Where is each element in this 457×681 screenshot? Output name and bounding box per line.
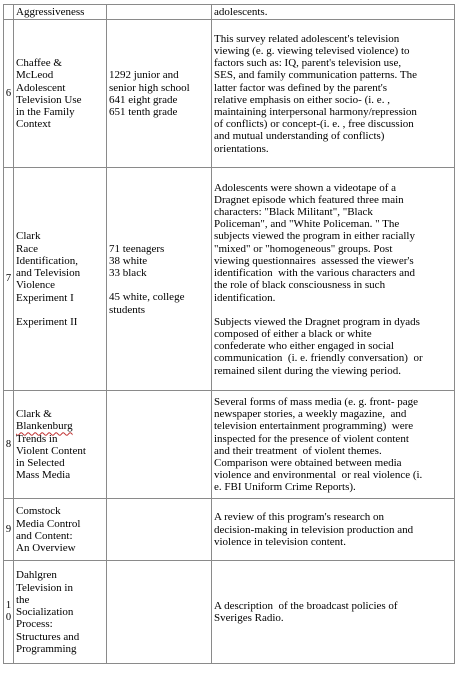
- description-cell: A review of this program's research on decision-making in television production and violence in television content.: [212, 499, 455, 561]
- row-number: 10: [4, 561, 14, 664]
- sample-cell: [107, 561, 212, 664]
- study-title: Aggressiveness: [14, 5, 107, 20]
- description-cell: A description of the broadcast policies of Sveriges Radio.: [212, 561, 455, 664]
- table-row: [4, 391, 455, 499]
- description-cell: adolescents.: [212, 5, 455, 20]
- table-row: [4, 561, 455, 664]
- table-row: [4, 499, 455, 561]
- table-row: [4, 168, 455, 391]
- row-number: [4, 5, 14, 20]
- study-title: Clark Race Identification, and Television Violence Experiment I Experiment II: [14, 168, 107, 391]
- sample-cell: 1292 junior and senior high school 641 eight grade 651 tenth grade: [107, 20, 212, 168]
- sample-cell: 71 teenagers 38 white 33 black 45 white, college students: [107, 168, 212, 391]
- table-row: [4, 5, 455, 20]
- row-number: 8: [4, 391, 14, 499]
- sample-cell: [107, 5, 212, 20]
- table-row: [4, 20, 455, 168]
- sample-cell: [107, 391, 212, 499]
- study-title: Chaffee & McLeod Adolescent Television Use in the Family Context: [14, 20, 107, 168]
- study-title: Comstock Media Control and Content: An Overview: [14, 499, 107, 561]
- description-cell: Several forms of mass media (e. g. front- page newspaper stories, a weekly magazine, and television entertainment programming) were inspected for the presence of violent content and their treatment of violent themes. Comparison were obtained between media violence and environmental or real violence (i. e. FBI Uniform Crime Reports).: [212, 391, 455, 499]
- description-cell: This survey related adolescent's television viewing (e. g. viewing televised violence) to factors such as: IQ, parent's television use, SES, and family communication patterns. The latter factor was defined by the parent's relative emphasis on either socio- (i. e. , maintaining interpersonal harmony/repression of conflicts) or concept-(i. e. , free discussion and mutual understanding of conflicts) orientations.: [212, 20, 455, 168]
- sample-cell: [107, 499, 212, 561]
- description-cell: Adolescents were shown a videotape of a Dragnet episode which featured three main characters: "Black Militant", "Black Policeman", and "White Policeman. " The subjects viewed the program in either racially "mixed" or "homogeneous" groups. Post viewing questionnaires assessed the viewer's identification with the various characters and the role of black consciousness in such identification. Subjects viewed the Dragnet program in dyads composed of either a black or white confederate who either engaged in social communication (i. e. friendly conversation) or remained silent during the viewing period.: [212, 168, 455, 391]
- study-title: Dahlgren Television in the Socialization Process: Structures and Programming: [14, 561, 107, 664]
- row-number: 6: [4, 20, 14, 168]
- row-number: 7: [4, 168, 14, 391]
- row-number: 9: [4, 499, 14, 561]
- study-title: Clark & Blankenburg Trends in Violent Content in Selected Mass Media: [14, 391, 107, 499]
- studies-table: [3, 4, 455, 664]
